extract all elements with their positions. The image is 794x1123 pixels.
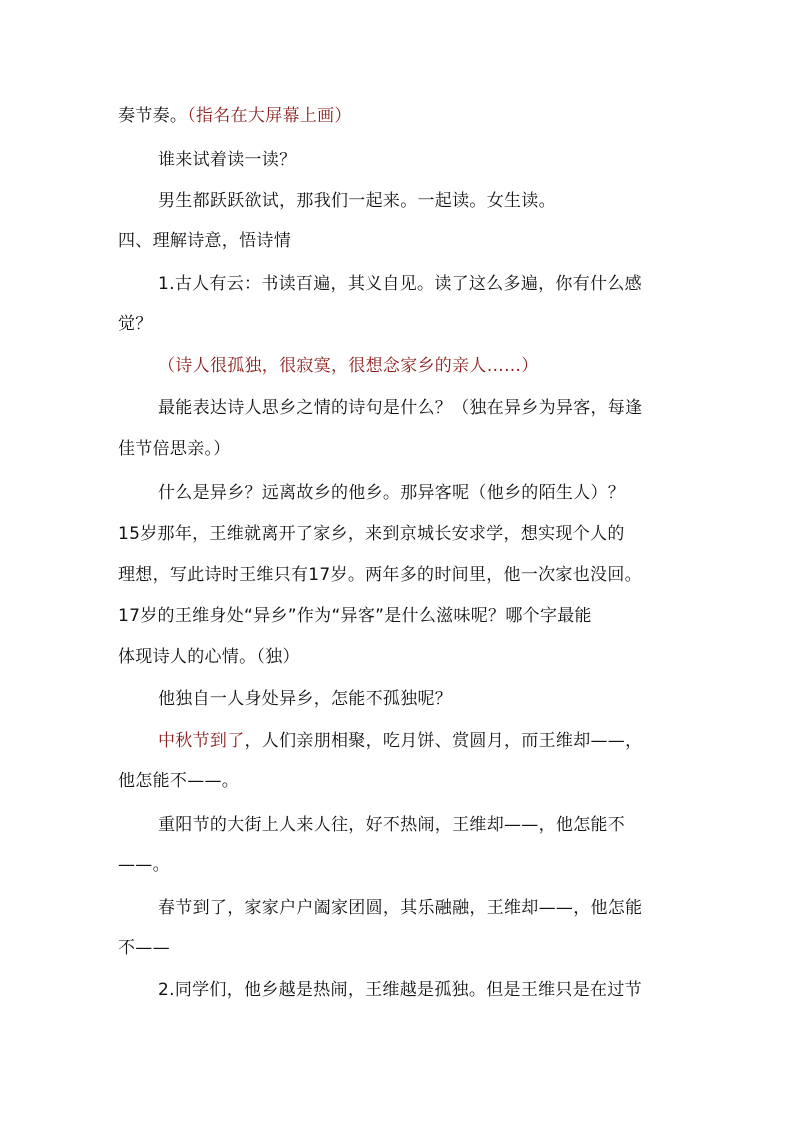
text-line: 最能表达诗人思乡之情的诗句是什么？（独在异乡为异客，每逢 bbox=[158, 398, 643, 418]
text-segment: ，人们亲朋相聚，吃月饼、赏圆月，而王维却——， bbox=[244, 731, 643, 751]
text-line: 17岁的王维身处“异乡”作为“异客”是什么滋味呢？哪个字最能 bbox=[118, 606, 592, 626]
text-line: 觉？ bbox=[118, 314, 153, 334]
teacher-note: （指名在大屏幕上画） bbox=[187, 106, 352, 126]
text-line: 什么是异乡？远离故乡的他乡。那异客呢（他乡的陌生人）？ bbox=[158, 483, 626, 503]
text-line: 理想，写此诗时王维只有17岁。两年多的时间里，他一次家也没回。 bbox=[118, 565, 642, 585]
text-line bbox=[158, 729, 642, 753]
text-line: 他怎能不——。 bbox=[118, 771, 240, 791]
text-line: 他独自一人身处异乡，怎能不孤独呢？ bbox=[158, 689, 453, 709]
text-line: 男生都跃跃欲试，那我们一起来。一起读。女生读。 bbox=[158, 191, 556, 211]
text-line: 佳节倍思亲。） bbox=[118, 439, 231, 459]
text-line: 重阳节的大街上人来人往，好不热闹，王维却——，他怎能不 bbox=[158, 815, 626, 835]
text-line: 15岁那年，王维就离开了家乡，来到京城长安求学，想实现个人的 bbox=[118, 524, 625, 544]
section-heading: 四、理解诗意，悟诗情 bbox=[118, 231, 291, 251]
text-line bbox=[118, 104, 352, 128]
student-answer-note: （诗人很孤独，很寂寞，很想念家乡的亲人……） bbox=[158, 356, 539, 376]
text-line: 1.古人有云：书读百遍，其义自见。读了这么多遍，你有什么感 bbox=[158, 274, 642, 294]
text-segment: 奏节奏。 bbox=[118, 106, 188, 126]
text-line: ——。 bbox=[118, 855, 170, 875]
text-line: 2.同学们，他乡越是热闹，王维越是孤独。但是王维只是在过节 bbox=[158, 980, 642, 1000]
highlight-phrase: 中秋节到了 bbox=[158, 731, 245, 751]
text-line: 谁来试着读一读？ bbox=[158, 150, 297, 170]
text-line: 不—— bbox=[118, 938, 170, 958]
text-line: 体现诗人的心情。（独） bbox=[118, 647, 300, 667]
text-line: 春节到了，家家户户阖家团圆，其乐融融，王维却——，他怎能 bbox=[158, 898, 643, 918]
